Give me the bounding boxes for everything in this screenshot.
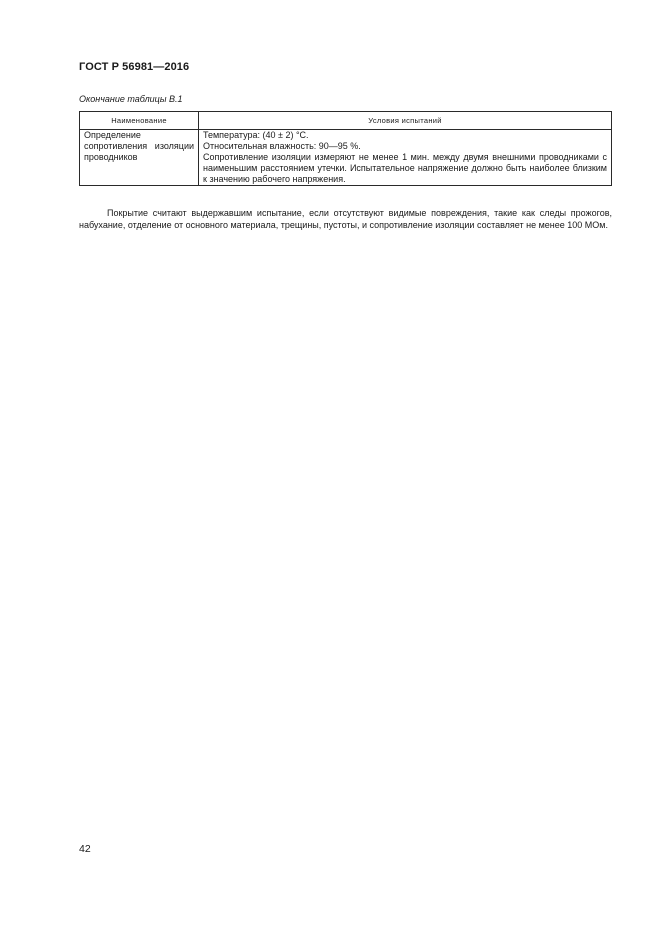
table-row bbox=[80, 130, 612, 186]
result-criteria-paragraph: Покрытие считают выдержавшим испытание, если отсутствуют видимые повреждения, такие как следы прожогов, набухание, отделение от основного материала, трещины, пустоты, и сопротивление изоляции составляет не менее 100 МОм. bbox=[79, 208, 612, 230]
column-header-conditions: Условия испытаний bbox=[199, 112, 612, 130]
table-caption: Окончание таблицы В.1 bbox=[79, 94, 183, 104]
insulation-measurement-condition: Сопротивление изоляции измеряют не менее 1 мин. между двумя внешними проводниками с наименьшим расстоянием утечки. Испытательное напряжение должно быть наиболее близким к значению рабочего напряжения. bbox=[203, 152, 607, 184]
test-name-cell: Определение сопротивления изоляции проводников bbox=[80, 130, 199, 186]
test-conditions-cell bbox=[199, 130, 612, 186]
test-conditions-table bbox=[79, 111, 612, 186]
table-header-row bbox=[80, 112, 612, 130]
temperature-condition: Температура: (40 ± 2) °С. bbox=[203, 130, 309, 140]
document-code-header: ГОСТ Р 56981—2016 bbox=[79, 61, 190, 73]
page-number: 42 bbox=[79, 843, 91, 855]
column-header-name: Наименование bbox=[80, 112, 199, 130]
humidity-condition: Относительная влажность: 90—95 %. bbox=[203, 141, 361, 151]
